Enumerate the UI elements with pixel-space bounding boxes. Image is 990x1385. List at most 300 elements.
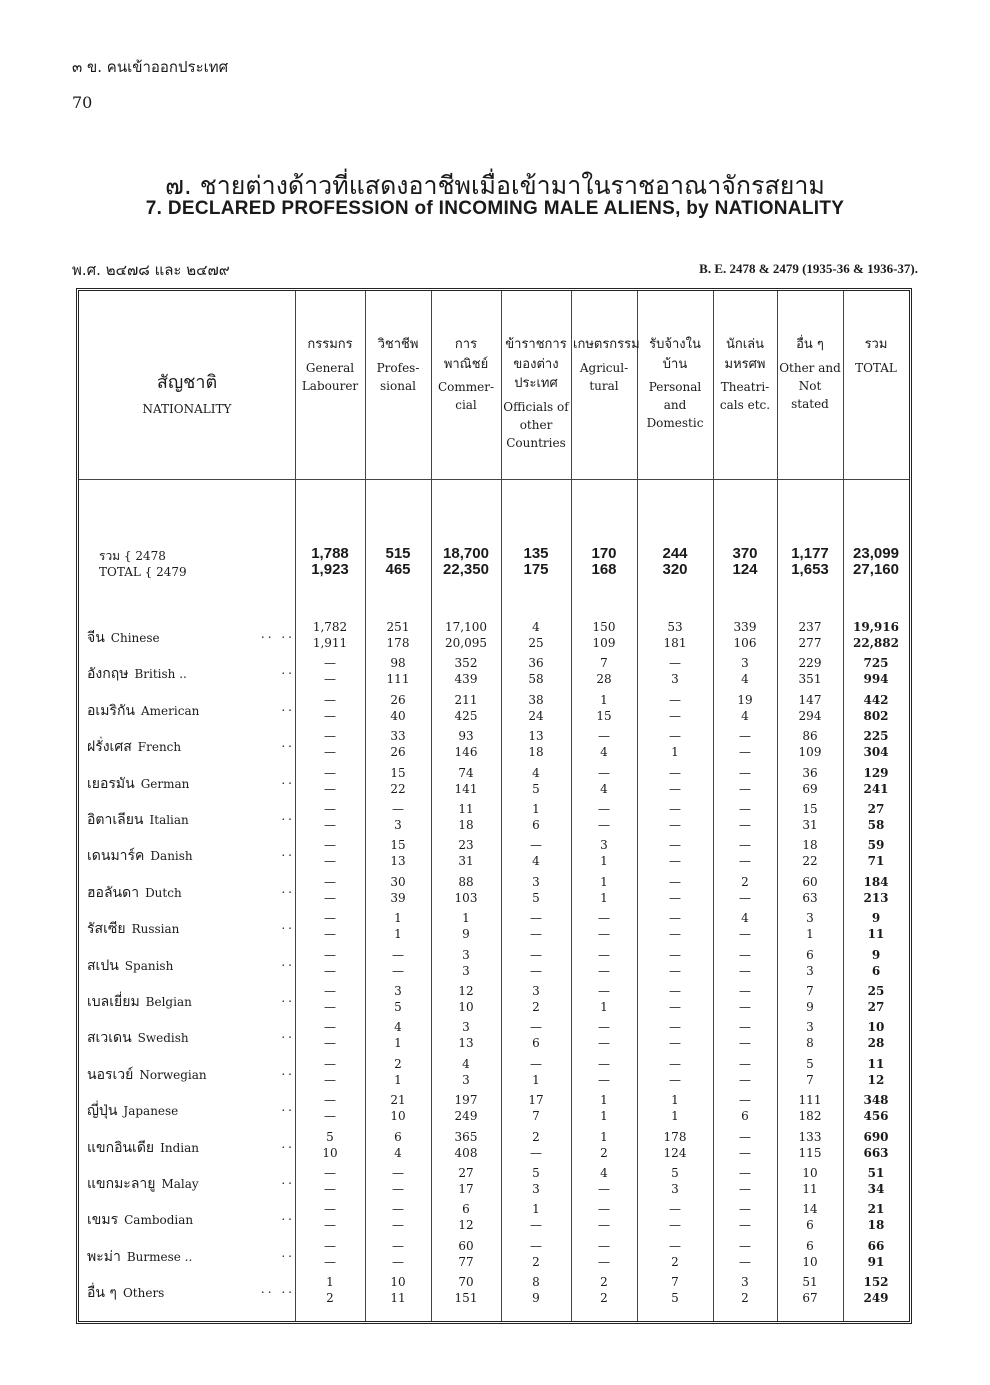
- value-2479: 2: [671, 1254, 679, 1269]
- value-2478: 129: [863, 765, 889, 780]
- value-2479: 4: [600, 781, 608, 796]
- value-2478: 9: [871, 911, 881, 926]
- total-value-2478: 244: [662, 545, 688, 562]
- value-2478: 14: [802, 1202, 818, 1217]
- table-cell: [777, 728, 843, 760]
- column-header: [639, 335, 711, 432]
- value-2478: —: [530, 911, 542, 926]
- table-cell: [637, 874, 713, 906]
- value-2478: 27: [867, 802, 885, 816]
- value-2479: 178: [386, 636, 410, 650]
- value-2478: —: [324, 984, 336, 998]
- value-2479: 58: [867, 818, 885, 832]
- value-2478: 2: [532, 1129, 540, 1144]
- value-2478: 27: [458, 1166, 474, 1180]
- table-cell: [501, 1165, 571, 1197]
- table-cell: [637, 910, 713, 942]
- value-2479: —: [739, 1145, 751, 1160]
- value-2478: 725: [863, 656, 889, 671]
- nationality-label: [87, 736, 295, 758]
- table-cell: [713, 728, 777, 760]
- table-cell: [843, 983, 909, 1015]
- value-2478: 1: [394, 911, 402, 926]
- header-divider: [79, 479, 909, 480]
- table-cell: [295, 1165, 365, 1197]
- value-2478: —: [598, 1238, 610, 1253]
- total-cell: [713, 546, 777, 578]
- table-cell: [431, 801, 501, 833]
- nationality-label: [87, 955, 295, 977]
- value-2479: 1: [671, 745, 679, 760]
- leader-dots: ..: [281, 1027, 295, 1042]
- table-cell: [777, 1019, 843, 1051]
- value-2478: 237: [798, 620, 822, 634]
- total-cell: [295, 546, 365, 578]
- nationality-english: Norwegian: [139, 1067, 207, 1082]
- table-cell: [637, 983, 713, 1015]
- value-2479: 40: [390, 708, 406, 723]
- value-2479: —: [530, 963, 542, 978]
- column-header-thai: รับจ้างในบ้าน: [649, 337, 701, 372]
- value-2479: 181: [663, 636, 687, 650]
- value-2478: 3: [532, 874, 540, 889]
- nationality-thai: เยอรมัน: [87, 775, 135, 792]
- table-cell: [501, 801, 571, 833]
- value-2478: 59: [867, 838, 885, 853]
- nationality-thai: เขมร: [87, 1212, 119, 1229]
- value-2478: —: [598, 911, 610, 926]
- value-2479: 58: [528, 672, 544, 687]
- nationality-english: Russian: [131, 922, 180, 937]
- leader-dots: ..: [281, 845, 295, 860]
- leader-dots: ..: [281, 736, 295, 751]
- value-2478: 53: [667, 620, 683, 634]
- value-2478: —: [598, 1020, 610, 1035]
- value-2478: —: [669, 1238, 681, 1253]
- value-2478: 229: [798, 656, 822, 671]
- nationality-thai: แขกมะลายู: [87, 1176, 156, 1192]
- value-2478: —: [669, 1202, 681, 1217]
- table-cell: [843, 655, 909, 687]
- value-2479: —: [669, 708, 681, 723]
- value-2479: 351: [798, 672, 822, 687]
- table-row: [79, 1165, 909, 1201]
- table-cell: [501, 692, 571, 724]
- nationality-thai: สเปน: [87, 957, 119, 974]
- value-2478: 10: [867, 1020, 885, 1035]
- value-2478: 30: [390, 874, 406, 889]
- nationality-thai: อังกฤษ: [87, 666, 129, 683]
- value-2479: 20,095: [445, 636, 487, 650]
- value-2478: —: [739, 947, 751, 962]
- leader-dots: ..: [281, 1100, 295, 1115]
- value-2479: 2: [326, 1291, 334, 1306]
- table-cell: [571, 1201, 637, 1233]
- table-cell: [431, 910, 501, 942]
- value-2478: 1: [600, 1093, 608, 1108]
- nationality-label: [87, 991, 295, 1013]
- table-cell: [365, 765, 431, 797]
- table-cell: [637, 692, 713, 724]
- value-2478: 6: [462, 1202, 470, 1217]
- value-2478: —: [392, 1238, 404, 1253]
- nationality-english: Belgian: [145, 995, 192, 1009]
- leader-dots: ..: [281, 1209, 295, 1224]
- value-2478: 365: [454, 1129, 478, 1144]
- value-2479: 10: [802, 1254, 818, 1269]
- value-2479: 91: [867, 1254, 885, 1269]
- table-cell: [843, 1129, 909, 1161]
- value-2478: 18: [802, 838, 818, 853]
- value-2478: —: [739, 1093, 751, 1108]
- table-cell: [501, 874, 571, 906]
- total-value-2479: 168: [591, 561, 617, 578]
- table-cell: [501, 1129, 571, 1161]
- value-2479: 6: [871, 963, 881, 978]
- table-cell: [365, 910, 431, 942]
- value-2478: 66: [867, 1238, 885, 1253]
- value-2479: —: [392, 1182, 404, 1196]
- title-thai: ๗. ชายต่างด้าวที่แสดงอาชีพเมื่อเข้ามาในราชอาณาจักรสยาม: [165, 171, 825, 200]
- table-cell: [777, 1201, 843, 1233]
- value-2479: 11: [867, 927, 885, 942]
- table-cell: [843, 837, 909, 869]
- value-2479: 1,911: [312, 636, 348, 650]
- running-header: ๓ ข. คนเข้าออกประเทศ: [72, 58, 229, 76]
- table-row: [79, 1201, 909, 1237]
- table-cell: [295, 1056, 365, 1088]
- nationality-thai: อเมริกัน: [87, 702, 135, 719]
- value-2478: 51: [802, 1275, 818, 1290]
- value-2479: —: [739, 1000, 751, 1014]
- value-2479: 7: [806, 1072, 814, 1087]
- value-2478: 3: [741, 1275, 749, 1290]
- value-2479: 5: [671, 1291, 679, 1306]
- nationality-thai: ฮอลันดา: [87, 884, 140, 901]
- nationality-english: Spanish: [124, 958, 174, 973]
- table-cell: [713, 1129, 777, 1161]
- value-2478: 2: [600, 1275, 608, 1290]
- leader-dots: ..: [281, 1063, 295, 1078]
- value-2479: —: [324, 1036, 336, 1051]
- total-value-2478: 370: [732, 545, 758, 562]
- total-cell: [777, 546, 843, 578]
- table-row: [79, 692, 909, 728]
- table-cell: [571, 655, 637, 687]
- value-2479: 249: [863, 1291, 889, 1306]
- table-cell: [501, 765, 571, 797]
- total-value-2478: 1,788: [311, 545, 349, 562]
- column-header: [779, 335, 841, 413]
- value-2478: 93: [458, 729, 474, 744]
- table-cell: [365, 1201, 431, 1233]
- table-cell: [777, 1129, 843, 1161]
- value-2478: —: [669, 692, 681, 707]
- value-2479: 3: [806, 963, 814, 978]
- table-cell: [713, 1165, 777, 1197]
- value-2479: 124: [663, 1145, 687, 1160]
- value-2479: 13: [390, 854, 406, 869]
- value-2479: 663: [863, 1145, 889, 1160]
- value-2478: —: [530, 1238, 542, 1253]
- table-cell: [295, 874, 365, 906]
- value-2478: 4: [600, 1166, 608, 1180]
- value-2479: —: [739, 963, 751, 978]
- table-cell: [637, 619, 713, 651]
- table-cell: [571, 983, 637, 1015]
- table-cell: [365, 947, 431, 979]
- value-2478: —: [324, 1056, 336, 1071]
- value-2478: 51: [867, 1166, 885, 1180]
- value-2478: —: [739, 729, 751, 744]
- value-2478: 12: [458, 984, 474, 998]
- value-2478: —: [530, 1020, 542, 1035]
- value-2478: —: [324, 1093, 336, 1108]
- nationality-label: [87, 1246, 295, 1268]
- value-2478: 36: [802, 765, 818, 780]
- table-cell: [713, 655, 777, 687]
- value-2478: 98: [390, 656, 406, 671]
- value-2479: 294: [798, 708, 822, 723]
- table-row: [79, 1238, 909, 1274]
- nationality-label: [87, 1209, 295, 1231]
- value-2479: 31: [802, 818, 818, 832]
- value-2479: —: [739, 1218, 751, 1233]
- table-cell: [431, 1238, 501, 1270]
- nationality-english: American: [141, 703, 200, 718]
- value-2478: —: [598, 1056, 610, 1071]
- value-2479: —: [598, 963, 610, 978]
- table-cell: [843, 692, 909, 724]
- table-cell: [637, 1129, 713, 1161]
- value-2479: —: [324, 672, 336, 687]
- value-2479: —: [739, 1036, 751, 1051]
- value-2479: 456: [863, 1109, 889, 1124]
- value-2478: 88: [458, 874, 474, 889]
- value-2478: 10: [390, 1275, 406, 1290]
- value-2479: 22,882: [853, 636, 899, 650]
- column-header-english: TOTAL: [855, 360, 897, 375]
- value-2479: 213: [863, 890, 889, 905]
- table-cell: [571, 1129, 637, 1161]
- column-header-english: Officials of other Countries: [503, 399, 569, 450]
- table-cell: [777, 983, 843, 1015]
- value-2478: 70: [458, 1275, 474, 1290]
- value-2478: —: [739, 802, 751, 816]
- value-2478: —: [739, 1238, 751, 1253]
- table-cell: [501, 947, 571, 979]
- value-2479: 28: [596, 672, 612, 687]
- value-2478: —: [530, 1056, 542, 1071]
- value-2479: —: [739, 745, 751, 760]
- value-2479: 22: [390, 781, 406, 796]
- leader-dots: ..: [281, 772, 295, 787]
- value-2479: 18: [867, 1218, 885, 1233]
- value-2479: —: [669, 1218, 681, 1233]
- column-header-english: NATIONALITY: [142, 402, 232, 416]
- value-2478: —: [530, 838, 542, 853]
- value-2479: 425: [454, 708, 478, 723]
- table-cell: [713, 837, 777, 869]
- table-cell: [843, 1056, 909, 1088]
- table-cell: [843, 1092, 909, 1124]
- value-2479: —: [324, 1254, 336, 1269]
- value-2479: 4: [600, 745, 608, 760]
- column-header: [433, 335, 499, 414]
- value-2479: —: [324, 781, 336, 796]
- value-2478: 6: [806, 947, 814, 962]
- value-2478: —: [598, 1202, 610, 1217]
- table-cell: [295, 947, 365, 979]
- value-2479: 1: [600, 1109, 608, 1124]
- column-header-english: Agricul-tural: [579, 360, 629, 393]
- value-2479: —: [392, 1218, 404, 1233]
- table-cell: [365, 728, 431, 760]
- table-cell: [571, 619, 637, 651]
- value-2478: 1: [671, 1093, 679, 1108]
- value-2479: 408: [454, 1145, 478, 1160]
- value-2479: 7: [532, 1109, 540, 1124]
- table-cell: [843, 1238, 909, 1270]
- table-cell: [501, 1019, 571, 1051]
- value-2478: 3: [462, 1020, 470, 1035]
- value-2479: 151: [454, 1291, 478, 1306]
- value-2478: —: [324, 1166, 336, 1180]
- value-2478: 86: [802, 729, 818, 744]
- value-2479: 69: [802, 781, 818, 796]
- value-2479: 5: [532, 781, 540, 796]
- statistics-table: [76, 288, 912, 1324]
- table-cell: [571, 1165, 637, 1197]
- leader-dots: ..: [281, 1245, 295, 1260]
- value-2479: 9: [806, 1000, 814, 1014]
- table-cell: [777, 1274, 843, 1306]
- value-2479: 994: [863, 672, 889, 687]
- value-2478: —: [669, 802, 681, 816]
- column-header: [297, 335, 363, 395]
- table-cell: [843, 910, 909, 942]
- value-2478: 5: [671, 1166, 679, 1180]
- value-2478: 1: [532, 1202, 540, 1217]
- table-cell: [571, 1019, 637, 1051]
- value-2479: —: [324, 1072, 336, 1087]
- total-value-2479: 175: [523, 561, 549, 578]
- nationality-label: [87, 1064, 295, 1086]
- table-cell: [431, 619, 501, 651]
- value-2478: 21: [390, 1093, 406, 1108]
- value-2479: 3: [394, 818, 402, 832]
- years-thai: พ.ศ. ๒๔๗๘ และ ๒๔๗๙: [72, 261, 230, 279]
- value-2478: —: [669, 984, 681, 998]
- value-2479: 111: [386, 672, 410, 687]
- leader-dots: ..: [281, 881, 295, 896]
- nationality-label: [87, 1282, 295, 1304]
- table-cell: [501, 837, 571, 869]
- nationality-english: Indian: [160, 1140, 200, 1155]
- value-2479: 6: [532, 1036, 540, 1051]
- value-2479: —: [739, 1182, 751, 1196]
- value-2478: —: [324, 838, 336, 853]
- value-2479: 28: [867, 1036, 885, 1051]
- value-2479: 10: [458, 1000, 474, 1014]
- table-cell: [843, 619, 909, 651]
- table-cell: [431, 1019, 501, 1051]
- total-cell: [431, 546, 501, 578]
- value-2478: —: [598, 984, 610, 998]
- column-header-english: Personal and Domestic: [646, 380, 704, 430]
- value-2478: —: [669, 765, 681, 780]
- table-cell: [295, 801, 365, 833]
- table-cell: [777, 910, 843, 942]
- table-row: [79, 1129, 909, 1165]
- value-2479: —: [324, 854, 336, 869]
- value-2479: 15: [596, 708, 612, 723]
- leader-dots: ..: [281, 991, 295, 1005]
- value-2479: 1: [600, 1000, 608, 1014]
- value-2478: 251: [386, 620, 410, 634]
- value-2479: 3: [532, 1182, 540, 1196]
- total-value-2478: 18,700: [443, 545, 489, 562]
- value-2478: 36: [528, 656, 544, 671]
- value-2479: 11: [390, 1291, 406, 1306]
- value-2479: 1: [600, 890, 608, 905]
- table-cell: [713, 619, 777, 651]
- value-2478: 339: [733, 620, 757, 634]
- nationality-thai: รัสเซีย: [87, 921, 126, 938]
- value-2479: 17: [458, 1182, 474, 1196]
- table-cell: [571, 837, 637, 869]
- value-2478: 6: [394, 1129, 402, 1144]
- value-2479: 2: [532, 1000, 540, 1014]
- value-2478: —: [324, 656, 336, 671]
- value-2479: 1: [532, 1072, 540, 1087]
- table-cell: [501, 728, 571, 760]
- total-label-thai: รวม { 2478: [99, 549, 166, 563]
- table-cell: [637, 1056, 713, 1088]
- value-2478: 6: [806, 1238, 814, 1253]
- value-2478: 197: [454, 1093, 478, 1108]
- table-row: [79, 1092, 909, 1128]
- value-2479: 1: [600, 854, 608, 869]
- value-2478: 152: [863, 1275, 889, 1290]
- value-2478: 3: [806, 911, 814, 926]
- value-2479: 10: [390, 1109, 406, 1124]
- nationality-thai: ฝรั่งเศส: [87, 739, 132, 756]
- nationality-label: [87, 845, 295, 867]
- column-header-thai: อื่น ๆ: [796, 337, 824, 352]
- value-2478: —: [739, 1129, 751, 1144]
- nationality-thai: อื่น ๆ: [87, 1285, 117, 1302]
- column-header-thai: การพาณิชย์: [443, 337, 489, 372]
- table-cell: [571, 765, 637, 797]
- table-cell: [295, 692, 365, 724]
- value-2478: —: [669, 729, 681, 744]
- column-header: [503, 335, 569, 452]
- table-cell: [571, 692, 637, 724]
- value-2479: —: [324, 1000, 336, 1014]
- table-cell: [365, 874, 431, 906]
- nationality-english: Swedish: [137, 1031, 189, 1046]
- value-2478: 3: [394, 984, 402, 998]
- column-header: [715, 335, 775, 414]
- value-2479: —: [598, 1218, 610, 1233]
- column-header-english: Theatri-cals etc.: [719, 380, 771, 412]
- total-cell: [365, 546, 431, 578]
- table-cell: [637, 1274, 713, 1306]
- table-cell: [365, 983, 431, 1015]
- table-cell: [637, 1165, 713, 1197]
- table-cell: [431, 728, 501, 760]
